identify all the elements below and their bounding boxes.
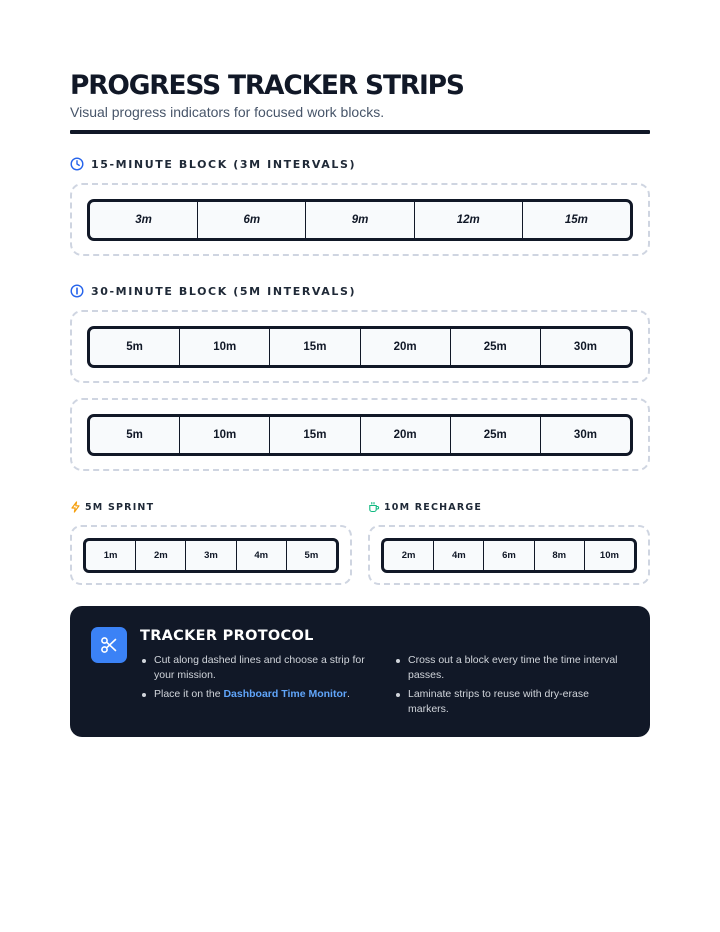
protocol-step: Place it on the Dashboard Time Monitor. — [140, 687, 370, 702]
section-heading-label: 30-MINUTE BLOCK (5M INTERVALS) — [91, 284, 357, 298]
interval-cell[interactable]: 10m — [179, 329, 269, 365]
interval-cell[interactable]: 30m — [540, 329, 630, 365]
sprint-block — [70, 499, 352, 585]
interval-cell[interactable]: 10m — [179, 417, 269, 453]
info-circle-icon — [70, 284, 84, 298]
coffee-cup-icon — [368, 501, 380, 513]
interval-cell[interactable]: 6m — [197, 202, 305, 238]
interval-cell[interactable]: 20m — [360, 329, 450, 365]
progress-strip-sprint — [83, 538, 339, 573]
interval-cell[interactable]: 30m — [540, 417, 630, 453]
page — [70, 70, 650, 585]
section-heading-label: 10M RECHARGE — [384, 501, 483, 513]
progress-strip-30-minute — [87, 414, 633, 456]
cut-out-card — [70, 183, 650, 256]
interval-cell[interactable]: 10m — [584, 541, 634, 570]
small-blocks-row — [70, 499, 650, 585]
cut-out-card — [70, 310, 650, 383]
cut-out-card — [70, 525, 352, 585]
interval-cell[interactable]: 2m — [135, 541, 185, 570]
interval-cell[interactable]: 4m — [433, 541, 483, 570]
interval-cell[interactable]: 8m — [534, 541, 584, 570]
interval-cell[interactable]: 3m — [185, 541, 235, 570]
interval-cell[interactable]: 15m — [269, 329, 359, 365]
interval-cell[interactable]: 25m — [450, 417, 540, 453]
interval-cell[interactable]: 5m — [286, 541, 336, 570]
interval-cell[interactable]: 5m — [126, 341, 143, 353]
dashboard-time-monitor-highlight: Dashboard Time Monitor — [223, 688, 347, 700]
interval-cell[interactable]: 4m — [236, 541, 286, 570]
interval-cell[interactable]: 15m — [522, 202, 630, 238]
interval-cell[interactable]: 6m — [483, 541, 533, 570]
tracker-protocol-panel — [70, 606, 650, 737]
protocol-step: Cross out a block every time the time interval passes. — [394, 653, 624, 682]
protocol-left-column — [140, 653, 370, 707]
interval-cell[interactable]: 20m — [360, 417, 450, 453]
title-divider — [70, 130, 650, 134]
progress-strip-30-minute — [87, 326, 633, 368]
protocol-title: TRACKER PROTOCOL — [140, 628, 314, 644]
section-heading-sprint — [70, 499, 352, 515]
protocol-right-column — [394, 653, 624, 721]
protocol-step: Cut along dashed lines and choose a strip for your mission. — [140, 653, 370, 682]
interval-cell[interactable]: 1m — [103, 550, 118, 561]
interval-cell[interactable]: 9m — [305, 202, 413, 238]
lightning-icon — [70, 501, 81, 513]
page-title: PROGRESS TRACKER STRIPS — [70, 70, 464, 101]
interval-cell[interactable]: 15m — [269, 417, 359, 453]
recharge-block — [368, 499, 650, 585]
interval-cell[interactable]: 2m — [401, 550, 416, 561]
progress-strip-recharge — [381, 538, 637, 573]
protocol-step: Laminate strips to reuse with dry-erase markers. — [394, 687, 624, 716]
section-heading-30-minute — [70, 283, 650, 299]
section-heading-recharge — [368, 499, 650, 515]
section-heading-15-minute — [70, 156, 650, 172]
interval-cell[interactable]: 3m — [135, 214, 152, 226]
cut-out-card — [70, 398, 650, 471]
interval-cell[interactable]: 25m — [450, 329, 540, 365]
interval-cell[interactable]: 5m — [126, 429, 143, 441]
section-heading-label: 15-MINUTE BLOCK (3M INTERVALS) — [91, 157, 357, 171]
scissors-icon — [91, 627, 127, 663]
interval-cell[interactable]: 12m — [414, 202, 522, 238]
cut-out-card — [368, 525, 650, 585]
progress-strip-15-minute — [87, 199, 633, 241]
page-subtitle: Visual progress indicators for focused work blocks. — [70, 104, 385, 120]
clock-icon — [70, 157, 84, 171]
section-heading-label: 5M SPRINT — [85, 501, 155, 513]
